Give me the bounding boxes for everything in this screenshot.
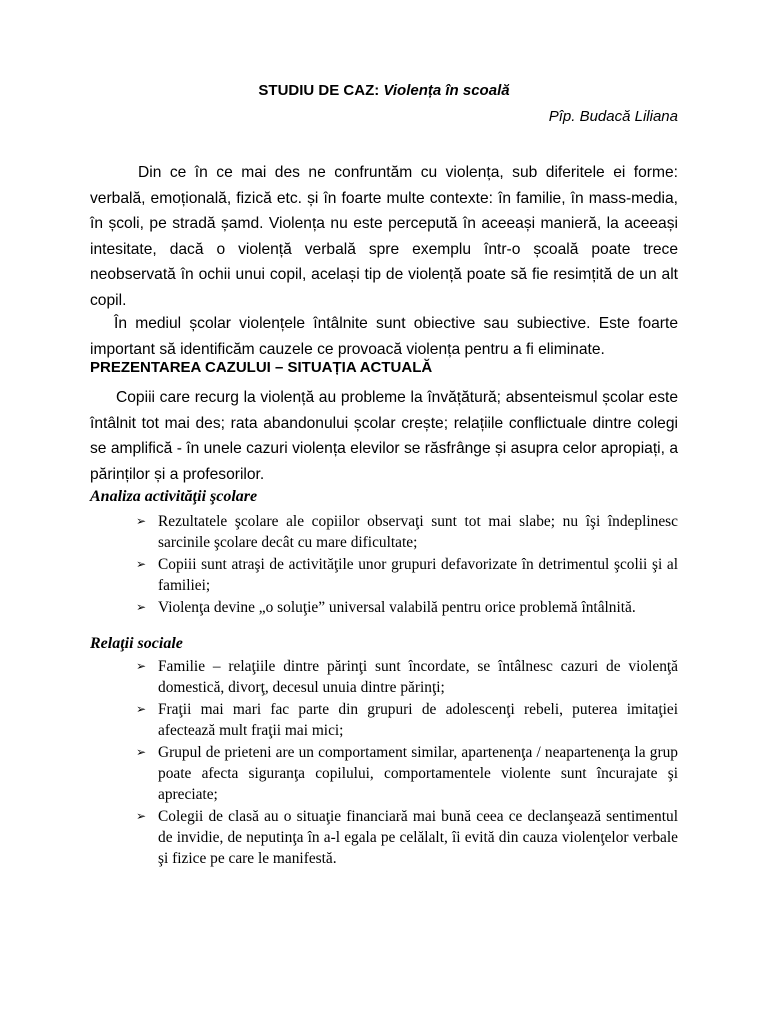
list-item — [136, 656, 678, 698]
document-title — [90, 82, 678, 99]
intro-paragraph-2: În mediul școlar violențele întâlnite sunt obiective sau subiective. Este foarte important să identificăm cauzele ce provoacă violența pentru a fi eliminate. — [90, 315, 678, 358]
intro-paragraph-1: Din ce în ce mai des ne confruntăm cu violența, sub diferitele ei forme: verbală, emoțională, fizică etc. și în foarte multe contexte: în familie, în mass-media, în școli, pe stradă șamd. Violența nu este percepută în aceeași manieră, la aceeași intesitate, dacă o violență verbală spre exemplu într-o școală poate trece neobservată în ochii unui copil, același tip de violență poate să fie resimțită de un alt copil. — [90, 164, 678, 309]
list-item-text: Grupul de prieteni are un comportament similar, apartenenţa / neapartenenţa la grup poate afecta siguranţa copilului, comportamentele violente sunt încurajate şi apreciate; — [158, 744, 678, 803]
relations-list — [136, 656, 678, 870]
list-item — [136, 699, 678, 741]
relations-heading: Relaţii sociale — [90, 635, 183, 652]
list-item — [136, 554, 678, 596]
arrow-bullet-icon: ➢ — [136, 514, 147, 528]
arrow-bullet-icon: ➢ — [136, 745, 147, 759]
list-item-text: Copiii sunt atraşi de activităţile unor grupuri defavorizate în detrimentul şcolii şi al familiei; — [158, 556, 678, 594]
analysis-list — [136, 511, 678, 619]
list-item-text: Rezultatele şcolare ale copiilor observaţi sunt tot mai slabe; nu îşi îndeplinesc sarcinile şcolare decât cu mare dificultate; — [158, 513, 678, 551]
list-item — [136, 806, 678, 869]
list-item — [136, 511, 678, 553]
arrow-bullet-icon: ➢ — [136, 600, 147, 614]
list-item-text: Colegii de clasă au o situaţie financiară mai bună ceea ce declanşează sentimentul de invidie, de neputinţa în a-l egala pe celălalt, îi evită din cauza violenţelor verbale şi fizice pe care le manifestă. — [158, 808, 678, 867]
list-item-text: Familie – relaţiile dintre părinţi sunt încordate, se întâlnesc cazuri de violenţă domestică, divorţ, decesul unuia dintre părinţi; — [158, 658, 678, 696]
list-item-text: Fraţii mai mari fac parte din grupuri de adolescenţi rebeli, puterea imitaţiei afectează mult fraţii mai mici; — [158, 701, 678, 739]
arrow-bullet-icon: ➢ — [136, 557, 147, 571]
situation-paragraph: Copiii care recurg la violență au probleme la învățătură; absenteismul școlar este întâlnit tot mai des; rata abandonului școlar crește; relațiile conflictuale dintre colegi se amplifică - în unele cazuri violența elevilor se răsfrânge și asupra celor apropiați, a părinților și a profesorilor. — [90, 389, 678, 483]
list-item — [136, 742, 678, 805]
section-heading: PREZENTAREA CAZULUI – SITUAȚIA ACTUALĂ — [90, 359, 433, 376]
title-prefix: STUDIU DE CAZ: — [258, 82, 384, 99]
author-line: Pîp. Budacă Liliana — [548, 108, 678, 125]
list-item — [136, 597, 678, 618]
arrow-bullet-icon: ➢ — [136, 809, 147, 823]
title-topic: Violența în scoală — [383, 82, 510, 99]
list-item-text: Violenţa devine „o soluţie” universal valabilă pentru orice problemă întâlnită. — [158, 599, 636, 616]
analysis-heading: Analiza activităţii şcolare — [90, 488, 258, 505]
arrow-bullet-icon: ➢ — [136, 659, 147, 673]
arrow-bullet-icon: ➢ — [136, 702, 147, 716]
